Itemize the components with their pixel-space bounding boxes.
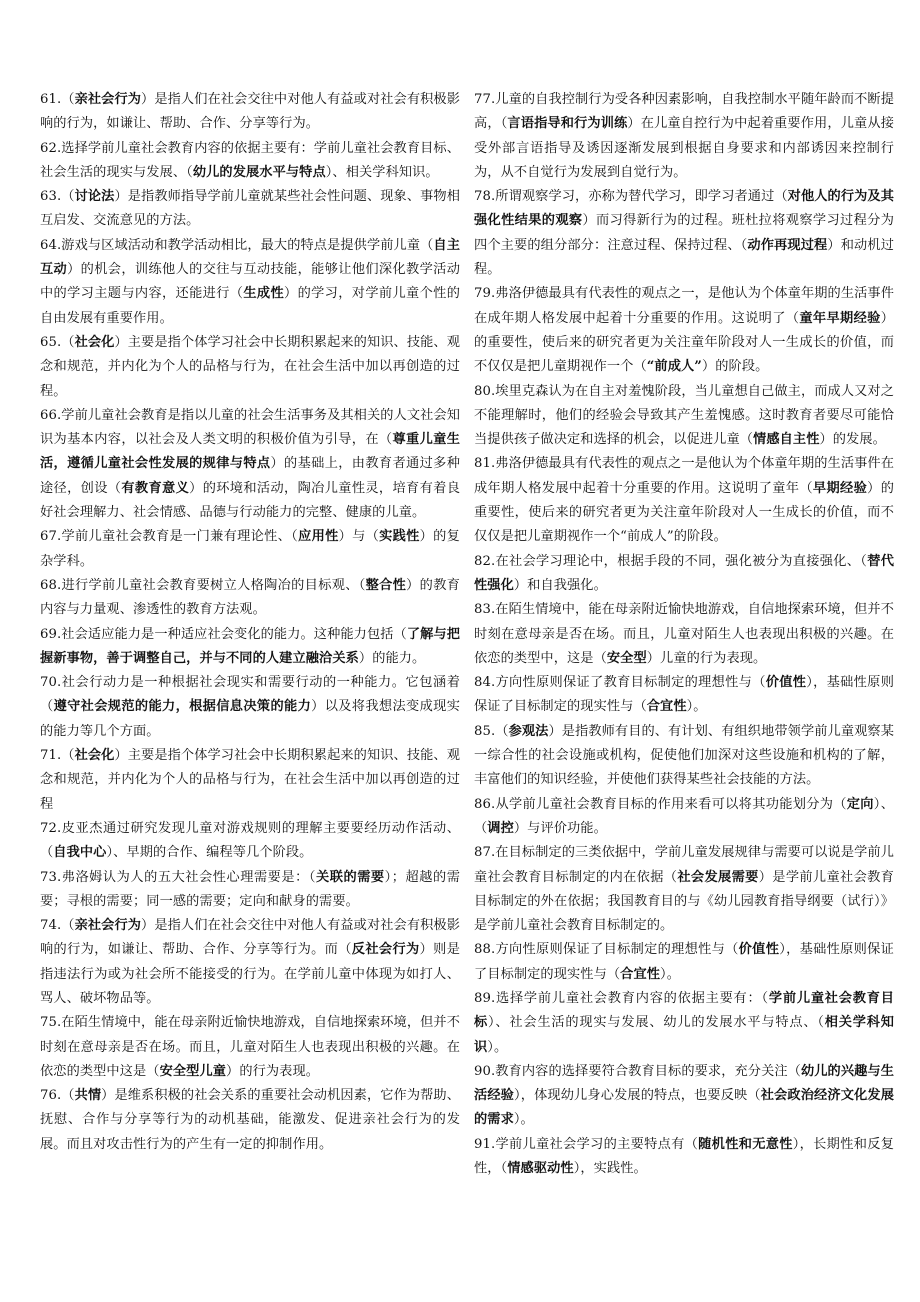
question-text: 教育内容的选择要符合教育目标的要求，充分关注（: [495, 1063, 801, 1079]
question-number: 65.: [40, 334, 62, 350]
question-text: ）则是指违法行为或为社会所不能接受的行为。在学前儿童中体现为如打人、骂人、破坏物品等。: [40, 942, 460, 1006]
question-text: 儿童的自我控制行为受各种因素影响，自我控制水平随年龄而不断提高，（: [474, 92, 894, 132]
question-item: [40, 185, 460, 234]
question-number: 85.: [474, 723, 496, 739]
answer-text: 自主互动: [40, 237, 460, 278]
question-text: 社会适应能力是一种适应社会变化的能力。这种能力包括（: [61, 626, 407, 642]
question-text: 在陌生情境中，能在母亲附近愉快地游戏，自信地探索环境，但并不时刻在意母亲是否在场。而且，儿童对陌生人也表现出积极的兴趣。在依恋的类型中这是（: [40, 1015, 460, 1079]
question-text: ）主要是指个体学习社会中长期积累起来的知识、技能、观念和规范，并内化为个人的品格与行为，在社会生活中加以再创造的过程: [40, 748, 460, 812]
question-item: [474, 720, 894, 793]
answer-text: 动作再现过程: [747, 237, 828, 253]
question-item: [40, 525, 460, 574]
question-text: 皮亚杰通过研究发现儿童对游戏规则的理解主要要经历动作活动、（: [40, 820, 460, 861]
question-text: ）的基础上，由教育者通过多种途径，创设（: [40, 456, 460, 496]
question-text: 弗洛姆认为人的五大社会性心理需要是：（: [61, 869, 316, 885]
answer-text: 实践性: [379, 529, 420, 545]
answer-text: 遵守社会规范的能力，根据信息决策的能力: [53, 699, 312, 715]
question-number: 91.: [474, 1136, 496, 1152]
answer-text: 社会化: [74, 748, 115, 764]
answer-text: 社会发展需要: [677, 869, 759, 885]
answer-text: 相关学科知识: [474, 1015, 894, 1055]
answer-text: 自我中心: [53, 845, 107, 861]
right-column: [474, 88, 894, 1181]
question-text: ）的教育内容与力量观、渗透性的教育方法观。: [40, 577, 460, 618]
question-number: 68.: [40, 577, 62, 593]
answer-text: 尊重儿童生活，遵循儿童社会性发展的规律与特点: [40, 432, 460, 472]
question-number: 63.: [40, 189, 62, 205]
question-item: [474, 1133, 894, 1182]
question-number: 83.: [474, 602, 496, 618]
answer-text: 亲社会行为: [74, 918, 142, 934]
question-item: [474, 380, 894, 453]
question-item: [40, 1084, 460, 1157]
question-text: ）。: [660, 966, 681, 982]
question-text: ）、早期的合作、编程等几个阶段。: [106, 845, 313, 861]
question-item: [40, 88, 460, 137]
question-text: ）而习得新行为的过程。班杜拉将观察学习过程分为四个主要的组分部分：注意过程、保持过程、（: [474, 213, 894, 253]
answer-text: 共情: [74, 1088, 102, 1104]
answer-text: 反社会行为: [351, 942, 420, 958]
question-text: 方向性原则保证了教育目标制定的理想性与（: [495, 675, 766, 691]
question-item: [40, 623, 460, 672]
question-text: ）的学习，对学前儿童个性的自由发展有重要作用。: [40, 286, 460, 326]
question-text: ），基础性原则保证了目标制定的现实性与（: [474, 675, 894, 715]
question-text: 学前儿童社会教育是一门兼有理论性、（: [61, 529, 299, 545]
question-number: 70.: [40, 675, 62, 691]
question-item: [40, 866, 460, 915]
answer-text: 童年早期经验: [799, 310, 881, 326]
question-item: [40, 331, 460, 404]
question-item: [40, 914, 460, 1011]
question-text: 从学前儿童社会教育目标的作用来看可以将其功能划分为（: [495, 796, 847, 812]
question-text: 学前儿童社会学习的主要特点有（: [495, 1136, 699, 1152]
question-text: 社会行动力是一种根据社会现实和需要行动的一种能力。它包涵着（: [40, 675, 460, 715]
question-number: 72.: [40, 820, 62, 836]
question-text: ）的行为表现。: [226, 1063, 320, 1079]
question-item: [474, 452, 894, 549]
question-item: [474, 598, 894, 671]
question-text: ）；超越的需要；寻根的需要；同一感的需要；定向和献身的需要。: [40, 869, 460, 909]
question-number: 73.: [40, 869, 62, 885]
answer-text: 定向: [846, 796, 874, 812]
question-text: 所谓观察学习，亦称为替代学习，即学习者通过（: [495, 189, 788, 205]
question-item: [474, 841, 894, 938]
question-text: 游戏与区域活动和教学活动相比，最大的特点是提供学前儿童（: [61, 237, 434, 253]
question-text: 埃里克森认为在自主对羞愧阶段，当儿童想自己做主，而成人又对之不能理解时，他们的经验会导致其产生羞愧感。这时教育者要尽可能恰当提供孩子做决定和选择的机会，以促进儿童（: [474, 383, 894, 448]
question-text: 学前儿童社会教育是指以儿童的社会生活事务及其相关的人文社会知识为基本内容，以社会及人类文明的积极价值为引导，在（: [40, 407, 460, 448]
answer-text: “前成人”: [646, 359, 702, 375]
question-text: （: [61, 92, 75, 107]
question-text: 选择学前儿童社会教育内容的依据主要有：学前儿童社会教育目标、社会生活的现实与发展、（: [40, 140, 460, 180]
answer-text: 参观法: [508, 723, 549, 739]
answer-text: 合宜性: [646, 699, 687, 715]
answer-text: 言语指导和行为训练: [507, 116, 628, 132]
question-text: ）的发展。: [819, 432, 886, 448]
question-text: ），长期性和反复性，（: [474, 1136, 895, 1177]
answer-text: 生成性: [243, 286, 285, 302]
question-number: 80.: [474, 383, 496, 399]
question-number: 78.: [474, 189, 496, 205]
question-text: ）的能力。: [358, 650, 426, 666]
answer-text: 早期经验: [812, 480, 868, 496]
question-item: [474, 987, 894, 1060]
answer-text: 幼儿的兴趣与生活经验: [474, 1063, 894, 1104]
answer-text: 安全型儿童: [159, 1063, 227, 1079]
question-number: 81.: [474, 456, 496, 472]
answer-text: 随机性和无意性: [698, 1136, 793, 1152]
question-text: ）与评价功能。: [513, 820, 607, 836]
question-number: 90.: [474, 1063, 496, 1079]
question-text: ）。: [513, 1112, 534, 1128]
question-number: 64.: [40, 237, 62, 253]
answer-text: 价值性: [738, 942, 780, 958]
question-number: 67.: [40, 529, 62, 545]
question-item: [40, 404, 460, 525]
answer-text: 情感驱动性: [507, 1161, 574, 1177]
question-number: 77.: [474, 92, 496, 107]
answer-text: 安全型: [606, 650, 647, 666]
question-text: ）以及将我想法变成现实的能力等几个方面。: [40, 699, 460, 739]
question-number: 82.: [474, 553, 496, 569]
question-text: ），体现幼儿身心发展的特点，也要反映（: [514, 1088, 761, 1104]
question-item: [40, 234, 460, 331]
question-item: [40, 137, 460, 186]
question-text: ）在儿童自控行为中起着重要作用，儿童从接受外部言语指导及诱因逐渐发展到根据自身要求和内部诱因来控制行为，从不自觉行为发展到自觉行为。: [474, 116, 895, 180]
question-item: [40, 671, 460, 744]
question-text: ）和自我强化。: [513, 577, 607, 593]
question-item: [474, 185, 894, 282]
question-text: ）是指教师有目的、有计划、有组织地带领学前儿童观察某一综合性的社会设施或机构，促使他们加深对这些设施和机构的了解，丰富他们的知识经验，并使他们获得某些社会技能的方法。: [474, 723, 894, 788]
question-text: ）儿童的行为表现。: [646, 650, 767, 666]
question-number: 62.: [40, 140, 62, 156]
question-text: ）的重要性，使后来的研究者更为关注童年阶段对人一生成长的价值，而不仅仅是把儿童期视作一个（: [474, 310, 894, 375]
question-item: [474, 671, 894, 720]
question-text: ）的阶段。: [701, 359, 769, 375]
question-text: 在目标制定的三类依据中，学前儿童发展规律与需要可以说是学前儿童社会教育目标制定的内在依据（: [474, 845, 894, 885]
question-text: ），实践性。: [573, 1161, 647, 1177]
question-text: ）和动机过程。: [474, 237, 895, 278]
question-text: 选择学前儿童社会教育内容的依据主要有：（: [495, 990, 769, 1006]
answer-text: 整合性: [365, 577, 407, 593]
question-number: 61.: [40, 92, 62, 107]
question-text: ），基础性原则保证了目标制定的现实性与（: [474, 942, 894, 982]
answer-text: 价值性: [765, 675, 807, 691]
answer-text: 对他人的行为及其强化性结果的观察: [474, 189, 894, 229]
question-text: ）。: [487, 1039, 508, 1055]
question-number: 79.: [474, 286, 496, 302]
question-number: 86.: [474, 796, 496, 812]
question-number: 75.: [40, 1015, 62, 1031]
question-text: 在社会学习理论中，根据手段的不同，强化被分为直接强化、（: [495, 553, 868, 569]
question-number: 89.: [474, 990, 496, 1006]
question-text: ）是指人们在社会交往中对他人有益或对社会有积极影响的行为，如谦让、帮助、合作、分享等行为。: [40, 92, 460, 132]
left-column: [40, 88, 460, 1157]
question-item: [40, 1011, 460, 1084]
answer-text: 应用性: [298, 529, 339, 545]
question-item: [474, 550, 894, 599]
answer-text: 讨论法: [74, 189, 115, 205]
question-text: ）是指教师指导学前儿童就某些社会性问题、现象、事物相互启发、交流意见的方法。: [40, 189, 460, 229]
question-text: 方向性原则保证了目标制定的理想性与（: [495, 942, 739, 958]
question-text: （: [61, 748, 75, 764]
question-text: ）。: [686, 699, 707, 715]
answer-text: 调控: [487, 820, 514, 836]
answer-text: 有教育意义: [121, 480, 190, 496]
question-text: 弗洛伊德最具有代表性的观点之一，是他认为个体童年期的生活事件在成年期人格发展中起着十分重要的作用。这说明了（: [474, 286, 894, 326]
question-text: ）主要是指个体学习社会中长期积累起来的知识、技能、观念和规范，并内化为个人的品格与行为，在社会生活中加以再创造的过程。: [40, 334, 460, 399]
question-number: 74.: [40, 918, 62, 934]
answer-text: 合宜性: [620, 966, 661, 982]
answer-text: 替代性强化: [474, 553, 895, 593]
question-number: 69.: [40, 626, 62, 642]
answer-text: 学前儿童社会教育目标: [474, 990, 894, 1031]
question-item: [474, 88, 894, 185]
question-text: ）是维系积极的社会关系的重要社会动机因素，它作为帮助、抚慰、合作与分享等行为的动机基础，能激发、促进亲社会行为的发展。而且对攻击性行为的产生有一定的抑制作用。: [40, 1088, 460, 1152]
question-text: （: [495, 723, 509, 739]
question-number: 66.: [40, 407, 62, 423]
question-text: ）、相关学科知识。: [325, 164, 439, 180]
answer-text: 了解与把握新事物，善于调整自己，并与不同的人建立融洽关系: [40, 626, 460, 666]
question-text: （: [61, 1088, 75, 1104]
answer-text: 幼儿的发展水平与特点: [192, 164, 326, 180]
question-text: 进行学前儿童社会教育要树立人格陶冶的目标观、（: [61, 577, 366, 593]
question-text: （: [61, 918, 75, 934]
question-number: 87.: [474, 845, 496, 861]
question-item: [40, 817, 460, 866]
answer-text: 关联的需要: [316, 869, 385, 885]
question-text: 弗洛伊德最具有代表性的观点之一是他认为个体童年期的生活事件在成年期人格发展中起着十分重要的作用。这说明了童年（: [474, 456, 894, 496]
answer-text: 亲社会行为: [74, 92, 142, 107]
question-item: [474, 1060, 894, 1133]
question-number: 71.: [40, 748, 62, 764]
question-text: （: [61, 334, 75, 350]
answer-text: 情感自主性: [753, 432, 820, 448]
question-number: 84.: [474, 675, 496, 691]
question-text: ）、（: [474, 796, 894, 836]
question-text: ）的环境和活动，陶冶儿童性灵，培育有着良好社会理解力、社会情感、品德与行动能力的完整、健康的儿童。: [40, 480, 461, 521]
question-item: [40, 744, 460, 817]
question-number: 76.: [40, 1088, 62, 1104]
question-item: [474, 793, 894, 842]
question-text: ）的重要性，使后来的研究者更为关注童年阶段对人一生成长的价值，而不仅仅是把儿童期视作一个“前成人”的阶段。: [474, 480, 895, 545]
question-item: [474, 282, 894, 379]
answer-text: 社会化: [74, 334, 115, 350]
question-text: ）的复杂学科。: [40, 529, 460, 569]
question-item: [40, 574, 460, 623]
question-text: 在陌生情境中，能在母亲附近愉快地游戏，自信地探索环境，但并不时刻在意母亲是否在场。而且，儿童对陌生人也表现出积极的兴趣。在依恋的类型中，这是（: [474, 602, 894, 666]
question-text: ）是指人们在社会交往中对他人有益或对社会有积极影响的行为，如谦让、帮助、合作、分享等行为。而（: [40, 918, 460, 958]
question-text: ）与（: [338, 529, 380, 545]
question-text: （: [61, 189, 75, 205]
answer-text: 社会政治经济文化发展的需求: [474, 1088, 894, 1128]
question-text: ）、社会生活的现实与发展、幼儿的发展水平与特点、（: [488, 1015, 825, 1031]
question-text: ）是学前儿童社会教育目标制定的外在依据；我国教育目的与《幼儿园教育指导纲要（试行）》是学前儿童社会教育目标制定的。: [474, 869, 895, 934]
question-number: 88.: [474, 942, 496, 958]
question-text: ）的机会，训练他人的交往与互动技能，能够让他们深化教学活动中的学习主题与内容，还能进行（: [40, 262, 460, 302]
question-item: [474, 938, 894, 987]
